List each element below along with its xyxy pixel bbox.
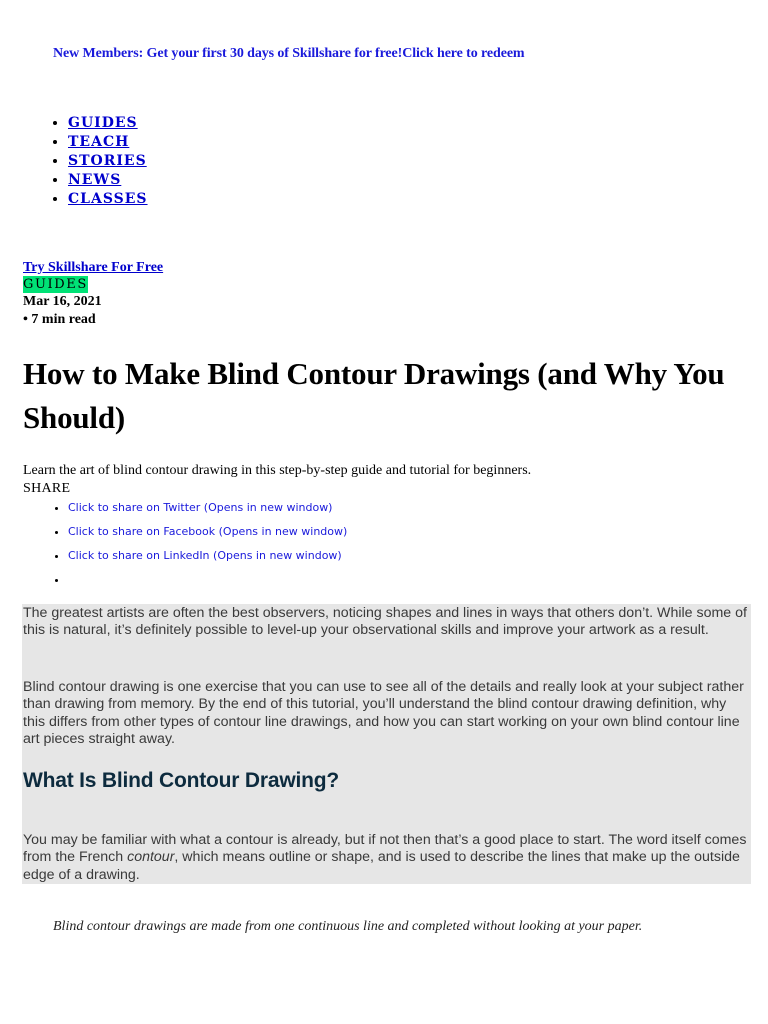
nav-item-classes [68, 190, 148, 209]
share-label: SHARE [23, 481, 71, 496]
nav-link-teach[interactable]: TEACH [68, 134, 130, 150]
publish-date: Mar 16, 2021 [23, 294, 102, 309]
share-item-linkedin [68, 547, 347, 571]
section-heading: What Is Blind Contour Drawing? [23, 769, 339, 792]
pull-quote: Blind contour drawings are made from one continuous line and completed without looking at your paper. [53, 919, 643, 934]
nav-link-stories[interactable]: STORIES [68, 153, 147, 169]
share-list [23, 499, 347, 595]
paragraph-definition [22, 832, 751, 884]
share-facebook-link[interactable]: Click to share on Facebook (Opens in new window) [68, 525, 348, 538]
definition-term: contour [127, 849, 175, 866]
share-linkedin-link[interactable]: Click to share on LinkedIn (Opens in new window) [68, 549, 342, 562]
nav-link-classes[interactable]: CLASSES [68, 191, 148, 207]
category-tag[interactable]: GUIDES [23, 277, 88, 292]
definition-text-start: You may be familiar with what a contour is already, but if not then that’s a good place to start. The word itself comes from the French [23, 832, 747, 866]
promo-redeem-link[interactable]: New Members: Get your first 30 days of Skillshare for free!Click here to redeem [53, 46, 525, 61]
nav-item-teach [68, 133, 148, 152]
article-meta [23, 259, 163, 329]
article-title: How to Make Blind Contour Drawings (and Why You Should) [23, 356, 725, 435]
share-item-empty [68, 571, 347, 595]
nav-item-guides [68, 114, 148, 133]
read-time: • 7 min read [23, 312, 96, 327]
nav-item-stories [68, 152, 148, 171]
share-item-facebook [68, 523, 347, 547]
nav-link-guides[interactable]: GUIDES [68, 115, 138, 131]
definition-text-end: , which means outline or shape, and is used to describe the lines that make up the outside edge of a drawing. [23, 849, 740, 883]
try-skillshare-link[interactable]: Try Skillshare For Free [23, 260, 164, 275]
share-twitter-link[interactable]: Click to share on Twitter (Opens in new window) [68, 501, 333, 514]
article-subtitle: Learn the art of blind contour drawing in this step-by-step guide and tutorial for beginners. [23, 463, 532, 478]
nav-link-news[interactable]: NEWS [68, 172, 122, 188]
paragraph-overview: Blind contour drawing is one exercise that you can use to see all of the details and really look at your subject rather than drawing from memory. By the end of this tutorial, you’ll understand the blind contour drawing definition, why this differs from other types of contour line drawings, and how you can start working on your own blind contour line art pieces straight away. [23, 679, 744, 748]
paragraph-intro: The greatest artists are often the best observers, noticing shapes and lines in ways that others don’t. While some of this is natural, it’s definitely possible to level-up your observational skills and improve your artwork as a result. [23, 605, 747, 639]
nav-item-news [68, 171, 148, 190]
main-nav [23, 114, 148, 209]
share-item-twitter [68, 499, 347, 523]
article-body [22, 604, 751, 884]
